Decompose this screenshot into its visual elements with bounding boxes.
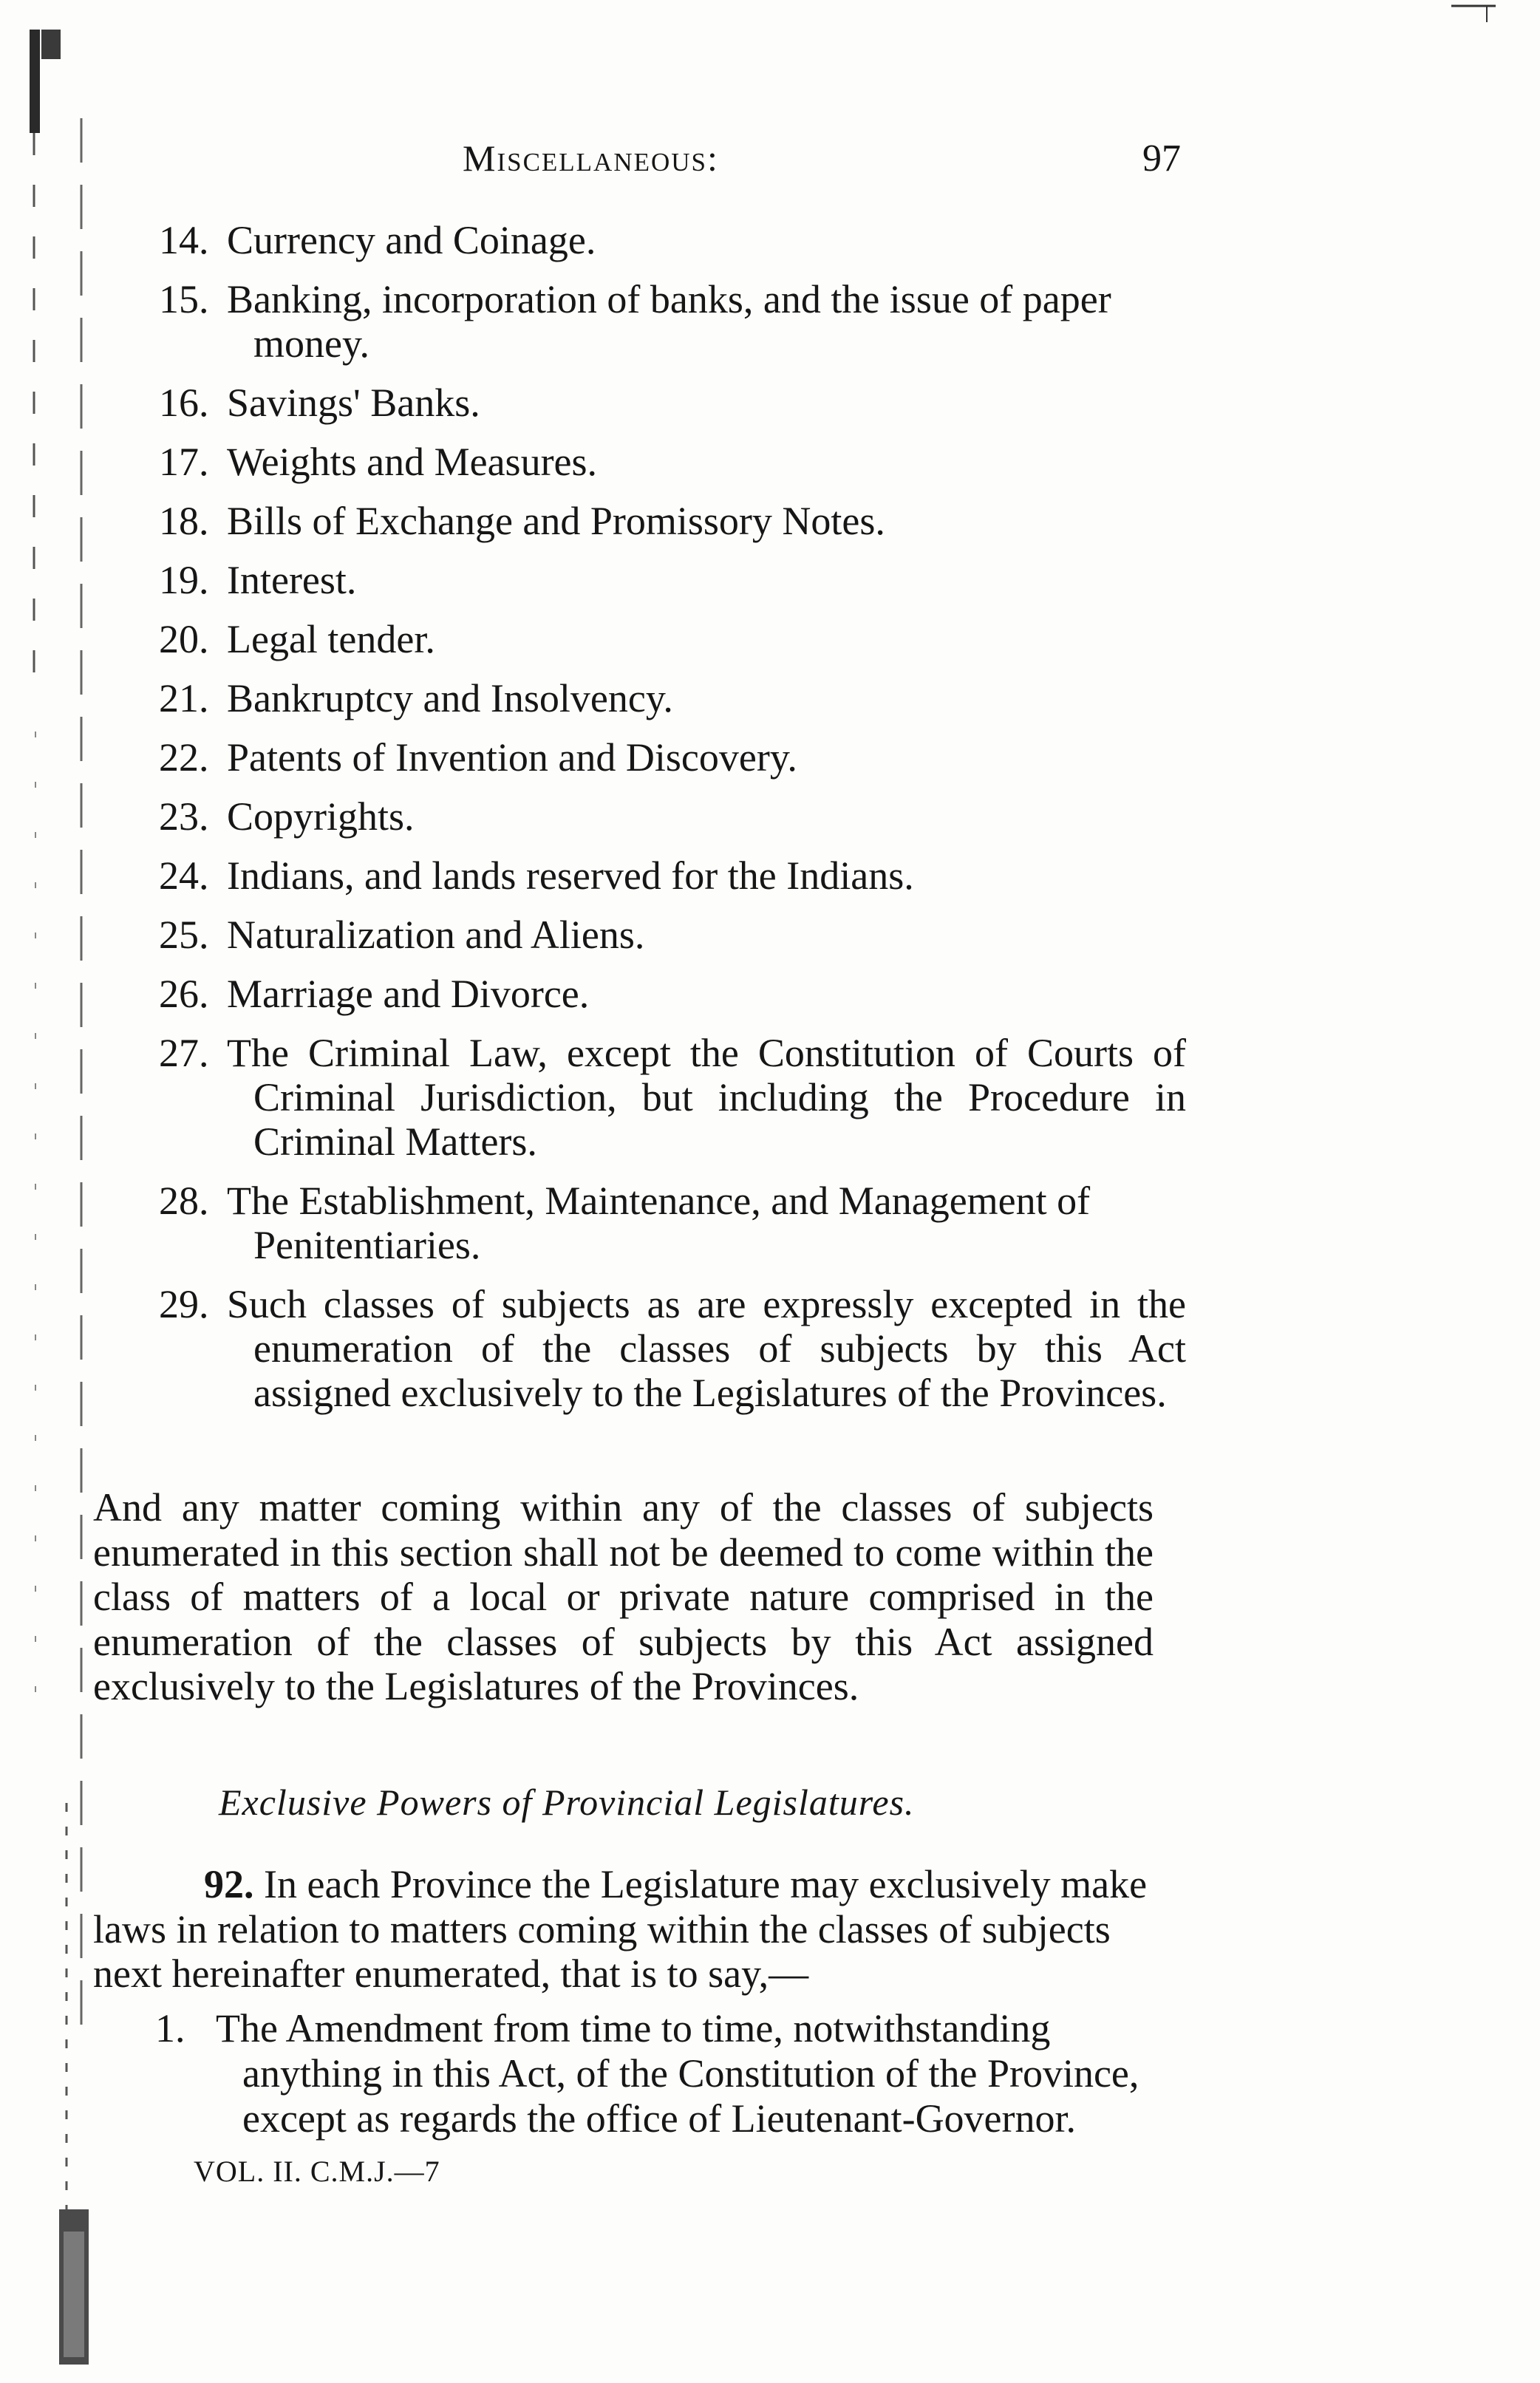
list-item-text: Patents of Invention and Discovery. [227,735,797,780]
list-item [159,270,1186,373]
list-item-number: 26. [159,972,209,1016]
list-item-number: 18. [159,499,209,543]
list-item-text: Copyrights. [227,794,415,839]
list-item [159,1275,1186,1415]
list-item-number: 16. [159,381,209,425]
list-item-number: 27. [159,1031,209,1075]
list-item-number: 25. [159,913,209,957]
list-item-number: 20. [159,617,209,661]
list-item [159,669,1186,728]
enumerated-list [159,211,1186,1415]
list-item-number: 29. [159,1282,209,1326]
list-item-number: 23. [159,794,209,839]
list-item [159,846,1186,905]
list-item-text: The Establishment, Maintenance, and Management of Penitentiaries. [227,1179,1091,1267]
corner-mark [1451,0,1496,30]
section-92 [93,1862,1154,1997]
list-item [159,550,1186,610]
list-item-number: 24. [159,853,209,898]
list-item [159,373,1186,432]
list-item-text: Currency and Coinage. [227,218,596,262]
sub-item-number: 1. [155,2006,185,2050]
list-item [159,1023,1186,1171]
list-item-text: Savings' Banks. [227,381,480,425]
list-item-number: 15. [159,277,209,321]
list-item-number: 21. [159,676,209,720]
list-item [159,211,1186,270]
list-item-text: Interest. [227,558,357,602]
binding-edge-shadow [30,30,96,2365]
section-text: In each Province the Legislature may exclusively make laws in relation to matters coming within the classes of subjects next hereinafter enumerated, that is to say,— [93,1862,1148,1996]
running-header [463,137,1202,188]
section-heading: Exclusive Powers of Provincial Legislatures. [219,1782,915,1823]
section-number: 92. [204,1862,254,1906]
list-item-number: 22. [159,735,209,780]
list-item [159,1171,1186,1275]
list-item-text: Banking, incorporation of banks, and the issue of paper money. [227,277,1111,366]
list-item-number: 17. [159,440,209,484]
list-item-text: Naturalization and Aliens. [227,913,645,957]
list-item-number: 19. [159,558,209,602]
list-item-number: 14. [159,218,209,262]
list-item-text: The Criminal Law, except the Constitution of Courts of Criminal Jurisdiction, but including the Procedure in Criminal Matters. [227,1031,1186,1164]
list-item-text: Weights and Measures. [227,440,598,484]
list-item [159,964,1186,1023]
sub-item [155,2006,1153,2141]
list-item-number: 28. [159,1179,209,1223]
page-number: 97 [1142,137,1181,180]
header-title: Miscellaneous: [463,137,719,179]
list-item-text: Such classes of subjects as are expressly excepted in the enumeration of the classes of subjects by this Act assigned exclusively to the Legislatures of the Provinces. [227,1282,1186,1415]
list-item [159,728,1186,787]
list-item [159,491,1186,550]
list-item-text: Bankruptcy and Insolvency. [227,676,673,720]
signature-mark: VOL. II. C.M.J.—7 [194,2155,440,2188]
list-item [159,610,1186,669]
section-paragraph [93,1862,1154,1997]
body-paragraph: And any matter coming within any of the classes of subjects enumerated in this section shall not be deemed to come within the class of matters of a local or private nature comprised in the enumeration of the classes of subjects by this Act assigned exclusively to the Legislatures of the Provinces. [93,1485,1154,1708]
list-item [159,432,1186,491]
list-item-text: Marriage and Divorce. [227,972,590,1016]
list-item [159,787,1186,846]
list-item [159,905,1186,964]
sub-item-text: The Amendment from time to time, notwithstanding anything in this Act, of the Constitution of the Province, except as regards the office of Lieutenant-Governor. [216,2006,1139,2141]
list-item-text: Indians, and lands reserved for the Indians. [227,853,914,898]
list-item-text: Legal tender. [227,617,435,661]
list-item-text: Bills of Exchange and Promissory Notes. [227,499,885,543]
